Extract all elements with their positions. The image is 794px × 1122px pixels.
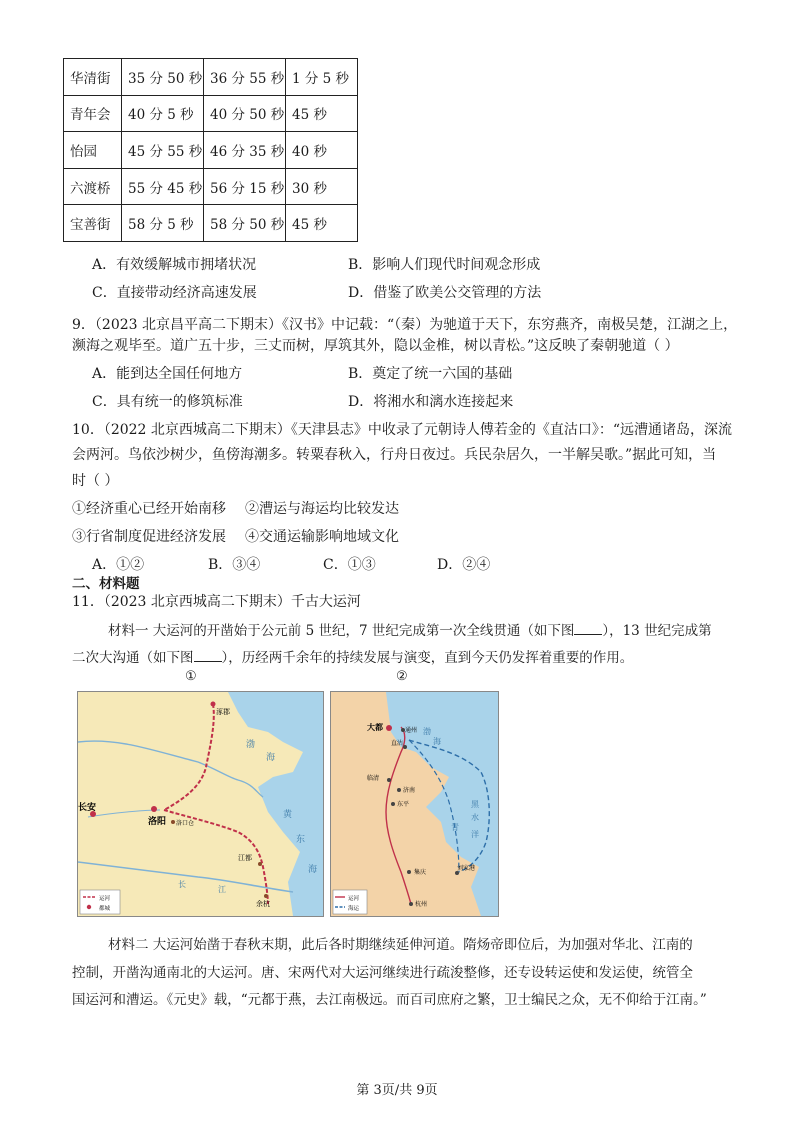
map1-label-hai2: 海: [308, 865, 318, 875]
table-cell: 30 秒: [286, 168, 358, 205]
table-cell: 36 分 55 秒: [204, 59, 286, 96]
map2-label-linqing: 临清: [367, 775, 380, 782]
q10-option-c: C．①③: [323, 557, 376, 573]
q9-option-c: C．具有统一的修筑标准: [92, 394, 243, 410]
table-cell: 46 分 35 秒: [204, 132, 286, 169]
map1-luoyang-dot: [151, 806, 157, 812]
table-cell: 55 分 45 秒: [122, 168, 204, 205]
table-cell: 58 分 5 秒: [122, 205, 204, 242]
q11-material1-line1: 材料一 大运河的开凿始于公元前 5 世纪，7 世纪完成第一次全线贯通（如下图 ），13 世纪完成第: [108, 623, 712, 639]
map1-label-luokou: 洛口仓: [176, 820, 195, 827]
map1-label-luoyang: 洛阳: [148, 817, 167, 827]
q10-statement-4: ④交通运输影响地域文化: [245, 529, 399, 545]
map2-label-tongzhou: 通州: [405, 727, 418, 734]
map1-label-jiang: 江: [218, 885, 226, 894]
map2-label-hei: 黑: [471, 800, 479, 809]
map2-label-liujiagang: 刘家港: [457, 865, 476, 872]
map2-svg: [331, 692, 498, 916]
table-cell: 40 秒: [286, 132, 358, 169]
map-yuan-canal: [330, 691, 499, 917]
time-table: [63, 58, 358, 242]
q10-option-d: D．②④: [437, 557, 491, 573]
q9-option-b: B．奠定了统一六国的基础: [348, 366, 513, 382]
page-footer: 第 3页/共 9页: [356, 1083, 438, 1098]
map2-label-shui: 水: [471, 813, 479, 822]
section-title: 二、材料题: [72, 576, 140, 592]
map2-dadu-dot: [386, 725, 392, 731]
map1-label-changan: 长安: [78, 803, 97, 813]
table-cell: 40 分 50 秒: [204, 95, 286, 132]
table-cell: 58 分 50 秒: [204, 205, 286, 242]
q9-option-d: D．将湘水和漓水连接起来: [348, 394, 514, 410]
q11-material1-line2: 二次大沟通（如下图 ），历经两千余年的持续发展与演变，直到今天仍发挥着重要的作用。: [72, 650, 634, 666]
map1-luokou-dot: [171, 820, 175, 824]
table-row: [64, 205, 358, 242]
map2-legend-canal: 运河: [348, 896, 360, 902]
map2-label-dongping: 东平: [397, 801, 410, 808]
map2-legend-sea: 海运: [348, 906, 360, 912]
map-sui-canal: [77, 691, 324, 917]
q10-option-b: B．③④: [208, 557, 261, 573]
table-cell: 35 分 50 秒: [122, 59, 204, 96]
map2-zhigu-dot: [403, 745, 407, 749]
q10-statement-1: ①经济重心已经开始南移: [72, 501, 226, 517]
q11-material2-line3: 国运河和漕运。《元史》载，“元都于燕，去江南极远。而百司庶府之繁，卫士编民之众，无不仰给于江南。”: [72, 992, 707, 1008]
map2-jiqing-dot: [407, 870, 411, 874]
table-row: [64, 168, 358, 205]
map1-marker: ①: [185, 669, 197, 684]
q11-material2-line1: 材料二 大运河始凿于春秋末期，此后各时期继续延伸河道。隋炀帝即位后，为加强对华北、江南的: [108, 937, 693, 953]
table-cell: 40 分 5 秒: [122, 95, 204, 132]
map1-label-bohai: 渤: [246, 740, 256, 750]
table-cell: 怡园: [64, 132, 122, 169]
q9-option-a: A．能到达全国任何地方: [92, 366, 243, 382]
map2-linqing-dot: [387, 778, 391, 782]
map2-dongping-dot: [391, 802, 395, 806]
q10-statement-3: ③行省制度促进经济发展: [72, 529, 226, 545]
table-row: [64, 59, 358, 96]
q8-option-b: B．影响人们现代时间观念形成: [348, 257, 541, 273]
table-cell: 45 秒: [286, 95, 358, 132]
table-cell: 1 分 5 秒: [286, 59, 358, 96]
map2-label-jinan: 济南: [403, 787, 416, 794]
map1-label-dong: 东: [296, 835, 306, 845]
q11-title: 11．（2023 北京西城高二下期末）千古大运河: [72, 594, 361, 610]
map1-label-huang: 黄: [283, 810, 293, 820]
q8-option-d: D．借鉴了欧美公交管理的方法: [348, 285, 542, 301]
q9-stem-line2: 濒海之观毕至。道广五十步，三丈而树，厚筑其外，隐以金椎，树以青松。”这反映了秦朝驰道（ ）: [72, 338, 679, 354]
q11-material2-line2: 控制，开凿沟通南北的大运河。唐、宋两代对大运河继续进行疏浚整修，还专设转运使和发运使，统管全: [72, 965, 693, 981]
map2-label-hangzhou: 杭州: [415, 901, 428, 908]
map2-hangzhou-dot: [409, 902, 413, 906]
table-cell: 56 分 15 秒: [204, 168, 286, 205]
table-cell: 华清街: [64, 59, 122, 96]
map1-label-hai1: 海: [266, 753, 276, 763]
table-cell: 宝善街: [64, 205, 122, 242]
table-row: [64, 132, 358, 169]
q10-stem-line1: 10．（2022 北京西城高二下期末）《天津县志》中收录了元朝诗人傅若金的《直沽口》：“远漕通诸岛，深流: [72, 422, 733, 438]
map1-zhuojun-dot: [211, 702, 216, 707]
map2-label-yang: 洋: [471, 830, 479, 839]
table-cell: 45 秒: [286, 205, 358, 242]
q8-option-c: C．直接带动经济高速发展: [92, 285, 257, 301]
map1-jiangdu-dot: [258, 862, 262, 866]
map1-label-yuhang: 余杭: [256, 900, 270, 908]
map1-legend-capital: 都城: [99, 906, 111, 912]
q8-option-a: A．有效缓解城市拥堵状况: [92, 257, 257, 273]
map1-yuhang-dot: [264, 894, 268, 898]
map2-label-hai: 海: [433, 737, 441, 746]
map1-legend-capital-swatch: [87, 905, 91, 909]
table-row: [64, 95, 358, 132]
map2-label-jiqing: 集庆: [414, 869, 427, 876]
q10-option-a: A．①②: [92, 557, 145, 573]
table-cell: 青年会: [64, 95, 122, 132]
answer-blank[interactable]: [574, 622, 602, 635]
map2-label-zhigu: 直沽: [391, 740, 404, 747]
map1-legend-canal: 运河: [99, 896, 111, 902]
map1-label-zhuojun: 涿郡: [216, 708, 230, 716]
map2-jinan-dot: [397, 788, 401, 792]
map2-label-bohai: 渤: [423, 727, 431, 736]
table-cell: 六渡桥: [64, 168, 122, 205]
table-cell: 45 分 55 秒: [122, 132, 204, 169]
map1-label-chang: 长: [178, 880, 186, 889]
q9-stem-line1: 9．（2023 北京昌平高二下期末）《汉书》中记载：“（秦）为驰道于天下，东穷燕齐，南极吴楚，江湖之上，: [72, 317, 738, 333]
map2-label-qing: 青: [451, 823, 459, 832]
q10-stem-line2: 会两河。鸟依沙树少，鱼傍海潮多。转粟春秋入，行舟日夜过。兵民杂居久，一半解吴歌。”据此可知，当: [72, 447, 717, 463]
q10-stem-line3: 时（ ）: [72, 473, 119, 489]
map2-marker: ②: [396, 669, 408, 684]
q10-statement-2: ②漕运与海运均比较发达: [245, 501, 399, 517]
answer-blank[interactable]: [194, 649, 222, 662]
map1-svg: [78, 692, 323, 916]
map1-label-jiangdu: 江都: [238, 854, 252, 862]
map2-label-dadu: 大都: [367, 723, 383, 732]
